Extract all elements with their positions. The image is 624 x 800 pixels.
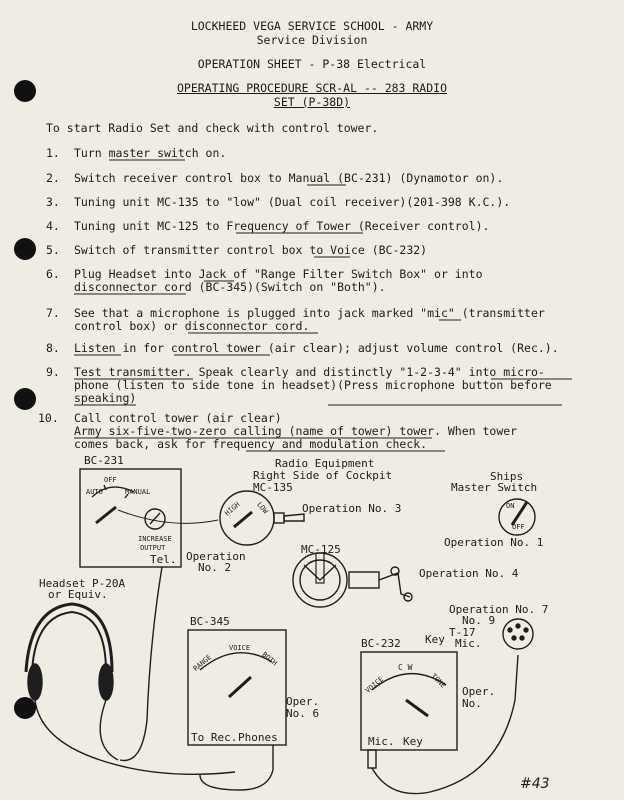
bc231-tel-cord: [120, 567, 162, 761]
step-number: 2.: [46, 171, 60, 185]
bc232-mic-label: Mic.: [368, 735, 395, 748]
page-number: #43: [520, 776, 550, 792]
step-number: 4.: [46, 219, 60, 233]
step-text: Army six-five-two-zero calling (name of tower) tower. When tower: [74, 424, 518, 438]
operation-3-label: Operation No. 3: [302, 502, 402, 515]
bc345-selector-pointer: [229, 677, 251, 697]
operation-2-number: No. 2: [198, 561, 232, 574]
bc231-output-label: OUTPUT: [140, 544, 166, 552]
bc345-voice-label: VOICE: [229, 644, 251, 652]
bc345-phone-cord: [200, 745, 273, 790]
bc232-tone-label: TONE: [429, 672, 448, 690]
bc345-title: BC-345: [190, 615, 230, 628]
bc232-title: BC-232: [361, 637, 401, 650]
headset-equiv-label: or Equiv.: [48, 588, 108, 601]
right-side-cockpit-label: Right Side of Cockpit: [253, 469, 393, 482]
step-text: Switch receiver control box to Manual (BC-231) (Dynamotor on).: [74, 171, 504, 185]
step-number: 3.: [46, 195, 60, 209]
mc135-low-label: LOW: [255, 500, 270, 516]
step-number: 8.: [46, 341, 60, 355]
bc232-mic-cord: [372, 655, 518, 794]
step-text: Call control tower (air clear): [74, 411, 282, 425]
bc231-off-label: OFF: [104, 476, 117, 484]
bc231-tel-label: Tel.: [150, 553, 177, 566]
headset-right-earcup: [99, 664, 113, 700]
bc231-increase-label: INCREASE: [138, 535, 172, 543]
mc135-pointer: [234, 512, 252, 527]
master-switch-label: Master Switch: [451, 481, 538, 494]
step-text: phone (listen to side tone in headset)(Press microphone button before: [74, 378, 552, 392]
mc135-title: MC-135: [253, 481, 293, 494]
step-text: Switch of transmitter control box to Voice (BC-232): [74, 243, 428, 257]
header-procedure: OPERATING PROCEDURE SCR-AL -- 283 RADIO: [176, 81, 448, 95]
step-text: Tuning unit MC-125 to Frequency of Tower (Receiver control).: [74, 219, 490, 233]
mc135-shaft: [274, 513, 284, 523]
bc345-both-label: BOTH: [260, 650, 279, 668]
bc231-auto-label: AUTO: [86, 488, 103, 496]
headset-left-earcup: [28, 664, 42, 700]
master-switch-off-label: OFF: [512, 523, 525, 531]
step-text: Plug Headset into Jack of "Range Filter Switch Box" or into: [74, 267, 483, 281]
bc231-manual-label: MANUAL: [125, 488, 151, 496]
operation-6-number: No. 6: [286, 707, 320, 720]
operation-oper-number: No.: [462, 697, 482, 710]
bc232-voice-label: VOICE: [363, 675, 386, 695]
bc231-selector-pointer: [96, 507, 116, 523]
step-text: Test transmitter. Speak clearly and distinctly "1-2-3-4" into micro-: [74, 365, 545, 379]
step-text: control box) or disconnector cord.: [74, 319, 310, 333]
step-number: 7.: [46, 306, 60, 320]
master-switch-on-label: ON: [506, 502, 515, 510]
operation-1-label: Operation No. 1: [444, 536, 544, 549]
radio-equipment-label: Radio Equipment: [275, 457, 375, 470]
t17-label: T-17: [449, 626, 476, 639]
operation-2-label: Operation: [186, 550, 246, 563]
operation-oper-label: Oper.: [462, 685, 496, 698]
step-number: 1.: [46, 146, 60, 160]
step-number: 6.: [46, 267, 60, 281]
step-number: 5.: [46, 243, 60, 257]
bc232-selector-pointer: [406, 700, 428, 716]
step-text: speaking): [74, 391, 137, 405]
header-operation-sheet: OPERATION SHEET - P-38 Electrical: [197, 57, 427, 71]
step-text: Turn master switch on.: [74, 146, 227, 160]
header-division: Service Division: [256, 33, 368, 47]
bc232-key2-label: Key: [403, 735, 423, 748]
mc135-high-label: HIGH: [223, 500, 242, 518]
operation-9-label: No. 9: [462, 614, 496, 627]
header-school: LOCKHEED VEGA SERVICE SCHOOL - ARMY: [190, 19, 434, 33]
intro-text: To start Radio Set and check with control tower.: [46, 121, 379, 135]
step-number: 10.: [38, 411, 59, 425]
mic-label: Mic.: [455, 637, 482, 650]
header-set: SET (P-38D): [273, 95, 351, 109]
step-text: comes back, ask for frequency and modulation check.: [74, 437, 428, 451]
step-number: 9.: [46, 365, 60, 379]
mc125-title: MC-125: [301, 543, 341, 556]
mc125-crank-base: [349, 572, 379, 588]
bc345-range-label: RANGE: [191, 653, 214, 673]
step-text: See that a microphone is plugged into jack marked "mic" (transmitter: [74, 306, 545, 320]
bc345-phones-label: Phones: [238, 731, 278, 744]
ships-label: Ships: [490, 470, 524, 483]
step-text: Tuning unit MC-135 to "low" (Dual coil receiver)(201-398 K.C.).: [74, 195, 511, 209]
operation-6-label: Oper.: [286, 695, 320, 708]
bc345-to-rec-label: To Rec.: [191, 731, 238, 744]
operation-7-label: Operation No. 7: [449, 603, 549, 616]
bc232-key-label: Key: [425, 633, 445, 646]
operation-4-label: Operation No. 4: [419, 567, 519, 580]
bc232-cw-label: C W: [398, 663, 413, 672]
step-text: Listen in for control tower (air clear); adjust volume control (Rec.).: [74, 341, 559, 355]
headset-label: Headset P-20A: [39, 577, 126, 590]
step-text: disconnector cord (BC-345)(Switch on "Both").: [74, 280, 386, 294]
bc231-title: BC-231: [84, 454, 124, 467]
